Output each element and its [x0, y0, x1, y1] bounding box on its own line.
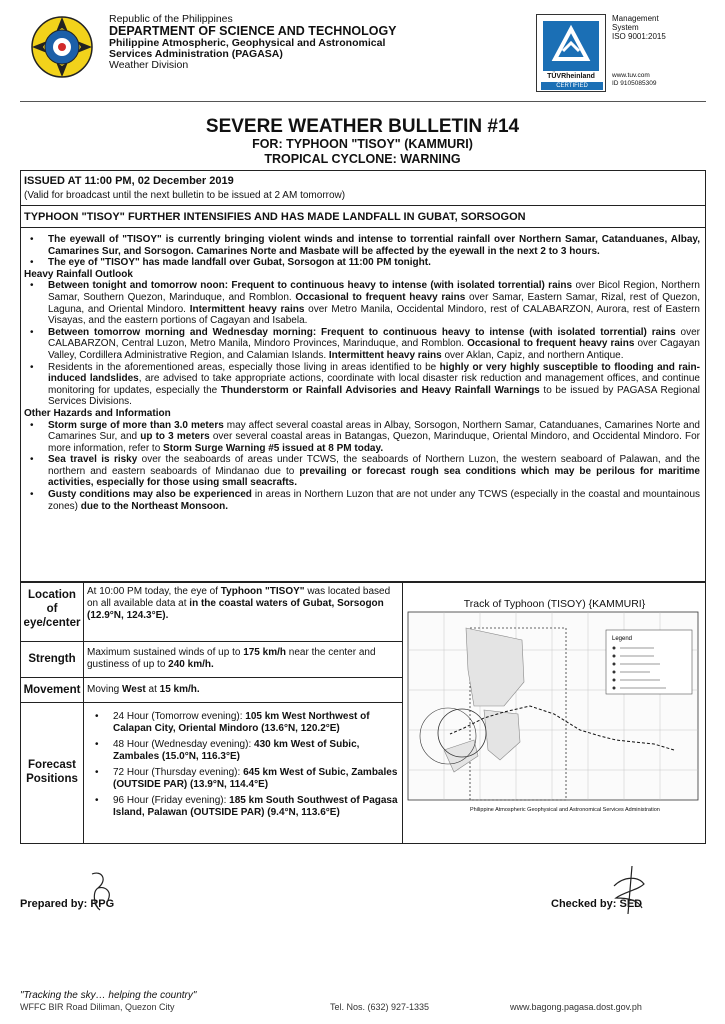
- movement-label: Movement: [23, 684, 81, 696]
- strength-label: Strength: [28, 653, 76, 665]
- list-item: • The eye of "TISOY" has made landfall over Gubat, Sorsogon at 11:00 PM tonight.: [30, 257, 431, 269]
- agency-line-2: Services Administration (PAGASA): [109, 48, 283, 60]
- typhoon-track-map: [404, 610, 702, 838]
- bulletin-title: SEVERE WEATHER BULLETIN #14: [205, 116, 520, 137]
- list-item: • Storm surge of more than 3.0 meters may affect several coastal areas in Albay, Sorsogon, Northern Samar, Catanduanes, Camarines Norte and Camarines Sur, and up to 3 meters over several coastal areas in Batangas, Quezon, Marinduque, Oriental Mindoro, and Occidental Mindoro. For more information, refer to Storm Surge Warning #5 issued at 8 PM today.: [30, 419, 700, 454]
- tagline: "Tracking the sky… helping the country": [20, 990, 197, 1001]
- tuv-logo-icon: [543, 21, 599, 71]
- validity-note: (Valid for broadcast until the next bulletin to be issued at 2 AM tomorrow): [24, 190, 346, 201]
- strength-value: Maximum sustained winds of up to 175 km/h near the center and gustiness of up to 240 km/h.: [87, 647, 376, 670]
- republic-text: Republic of the Philippines: [109, 13, 233, 25]
- agency-line-1: Philippine Atmospheric, Geophysical and Astronomical: [109, 37, 386, 49]
- bulletin-category: TROPICAL CYCLONE: WARNING: [264, 152, 461, 166]
- forecast-item: • 96 Hour (Friday evening): 185 km South Southwest of Pagasa Island, Palawan (OUTSIDE PAR) (9.4°N, 113.6°E): [95, 795, 398, 818]
- footer-telephone: Tel. Nos. (632) 927-1335: [330, 1002, 430, 1012]
- movement-value: Moving West at 15 km/h.: [87, 684, 200, 695]
- footer-address: WFFC BIR Road Diliman, Quezon City: [20, 1002, 175, 1012]
- table-divider: [83, 582, 84, 844]
- prepared-by: Prepared by: RPG: [20, 898, 115, 910]
- bulletin-subtitle: FOR: TYPHOON "TISOY" (KAMMURI): [252, 137, 473, 151]
- list-item: • The eyewall of "TISOY" is currently bringing violent winds and intense to torrential rainfall over Northern Samar, Catanduanes, Albay, Camarines Sur, and Sorsogon. Camarines Norte and Masbate will be affected by the eyewall in the next 2 to 3 hours.: [30, 234, 700, 257]
- table-divider: [20, 677, 403, 678]
- cert-id: ID 9105085309: [612, 80, 657, 87]
- section-heading: Other Hazards and Information: [24, 407, 171, 419]
- forecast-item: • 24 Hour (Tomorrow evening): 105 km West Northwest of Calapan City, Oriental Mindoro (13.6°N, 120.2°E): [95, 711, 370, 734]
- list-item: • Between tomorrow morning and Wednesday morning: Frequent to continuous heavy to intense (with isolated torrential) rains over CALABARZON, Central Luzon, Metro Manila, Mindoro Provinces, Marinduque, and Romblon. Occasional to frequent heavy rains over Cagayan Valley, Cordillera Administrative Region, and Calamian Islands. Intermittent heavy rains over Aklan, Capiz, and northern Antique.: [30, 326, 700, 361]
- forecast-item: • 48 Hour (Wednesday evening): 430 km West of Subic, Zambales (15.0°N, 116.3°E): [95, 739, 360, 762]
- map-credit: Philippine Atmospheric Geophysical and Astronomical Services Administration: [470, 807, 660, 813]
- mgmt-line-1: Management: [612, 14, 659, 23]
- map-legend-title: Legend: [612, 636, 633, 642]
- map-title: Track of Typhoon (TISOY) {KAMMURI}: [463, 598, 646, 610]
- cert-web: www.tuv.com: [612, 72, 650, 79]
- checked-by: Checked by: SED: [551, 898, 643, 910]
- certification-badge: [536, 14, 606, 92]
- location-label: Location of eye/center: [23, 589, 81, 629]
- forecast-item: • 72 Hour (Thursday evening): 645 km West of Subic, Zambales (OUTSIDE PAR) (13.9°N, 114.4°E): [95, 767, 398, 790]
- table-divider: [20, 641, 403, 642]
- section-heading: Heavy Rainfall Outlook: [24, 268, 133, 280]
- location-value: At 10:00 PM today, the eye of Typhoon "TISOY" was located based on all available data at in the coastal waters of Gubat, Sorsogon (12.9°N, 124.3°E).: [87, 586, 391, 621]
- issued-time: ISSUED AT 11:00 PM, 02 December 2019: [24, 175, 234, 187]
- pagasa-logo: [22, 14, 102, 80]
- footer-website: www.bagong.pagasa.dost.gov.ph: [510, 1002, 642, 1012]
- signature-checked-icon: [604, 862, 654, 918]
- bulletin-details: [24, 234, 700, 512]
- table-divider: [402, 582, 403, 844]
- list-item: • Between tonight and tomorrow noon: Frequent to continuous heavy to intense (with isolated torrential) rains over Bicol Region, Northern Samar, Southern Quezon, Marinduque, and Romblon. Occasional to frequent heavy rains over Samar, Eastern Samar, Rizal, rest of Quezon, Laguna, and Oriental Mindoro. Intermittent heavy rains over Metro Manila, Occidental Mindoro, rest of CALABARZON, Aurora, rest of Eastern Visayas, and the eastern portions of Cagayan and Isabela.: [30, 280, 701, 327]
- agency-header: [109, 14, 439, 71]
- division-text: Weather Division: [109, 59, 189, 71]
- mgmt-line-2: System: [612, 23, 639, 32]
- management-system-text: [612, 14, 712, 41]
- headline: TYPHOON "TISOY" FURTHER INTENSIFIES AND HAS MADE LANDFALL IN GUBAT, SORSOGON: [24, 211, 526, 223]
- list-item: • Residents in the aforementioned areas, especially those living in areas identified to be highly or very highly susceptible to flooding and rain-induced landslides, are advised to take appropriate actions, coordinate with local disaster risk reduction and management offices, and continue monitoring for updates, especially the Thunderstorm or Rainfall Advisories and Heavy Rainfall Warnings to be issued by PAGASA Regional Services Divisions.: [30, 361, 700, 408]
- cert-brand: TÜVRheinland: [547, 73, 595, 80]
- forecast-label: Forecast Positions: [26, 759, 78, 785]
- mgmt-line-3: ISO 9001:2015: [612, 32, 666, 41]
- list-item: • Gusty conditions may also be experienced in areas in Northern Luzon that are not under any TCWS (especially in the coastal and mountainous zones) due to the Northeast Monsoon.: [30, 489, 701, 512]
- header-divider: [20, 101, 706, 102]
- divider: [20, 227, 706, 228]
- department-text: DEPARTMENT OF SCIENCE AND TECHNOLOGY: [109, 24, 397, 38]
- cert-status: CERTIFIED: [541, 82, 603, 90]
- cert-web-block: [612, 72, 712, 88]
- table-divider: [20, 702, 403, 703]
- forecast-list: [87, 711, 399, 823]
- signature-prepared-icon: [82, 866, 132, 916]
- list-item: • Sea travel is risky over the seaboards of areas under TCWS, the seaboards of Northern Luzon, the western seaboard of Palawan, and the northern and eastern seaboards of Mindanao due to prevailing or forecast rough sea conditions which may be perilous for maritime activities, especially for those using small seacrafts.: [30, 454, 700, 489]
- divider: [20, 205, 706, 206]
